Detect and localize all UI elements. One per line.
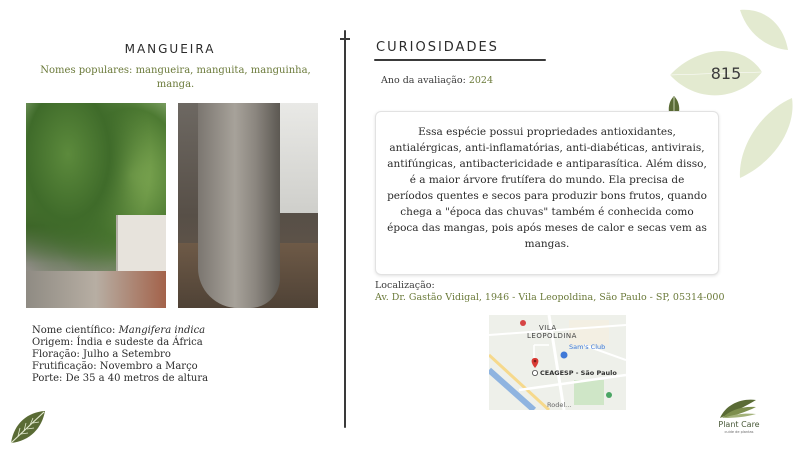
trunk [198,103,280,308]
map-store: Sam's Club [569,343,606,351]
tree-photo [26,103,166,308]
sidewalk [26,271,166,308]
plant-title: MANGUEIRA [124,42,216,56]
year-label: Ano da avaliação: [381,75,469,86]
curiosity-text: Essa espécie possui propriedades antioxidantes, antialérgicas, anti-inflamatórias, anti-diabéticas, antivirais, antifúngicas, antibactericidade e antiparasítica. Além disso, é a maior árvore frutífera do mundo. Ela precisa de períodos quentes e secos para produzir bons frutos, quando chega a "época das chuvas" também é conhecida como época das mangas, pois após meses de calor e secas vem as mangas. [387,126,707,250]
origin: Origem: Índia e sudeste da África [32,337,203,348]
map-district-1: VILA [539,324,557,332]
badge-number: 815 [710,64,742,83]
flowering: Floração: Julho a Setembro [32,349,171,360]
decorative-leaves [668,0,800,180]
map-district-2: LEOPOLDINA [527,332,577,340]
logo-tagline: cuide de plantas [724,430,754,434]
popular-names: Nomes populares: mangueira, manguita, manguinha, manga. [40,65,311,90]
divider-tick [340,38,350,40]
title-underline [374,59,546,61]
column-divider [344,30,346,428]
location-map[interactable] [489,315,626,410]
size: Porte: De 35 a 40 metros de altura [32,373,209,384]
evaluation-year [381,75,493,86]
year-value: 2024 [468,75,494,86]
scientific-name-label: Nome científico: [32,325,119,336]
map-street: Rodel... [547,401,572,409]
fruiting: Frutificação: Novembro a Março [32,361,198,372]
scientific-name [32,325,208,337]
location-address[interactable]: Av. Dr. Gastão Vidigal, 1946 - Vila Leopoldina, São Paulo - SP, 05314-000 [375,292,725,303]
plant-care-logo-icon [716,396,760,420]
logo-name: Plant Care [718,420,760,429]
map-roads [489,315,626,410]
plant-info [32,325,208,385]
wall [274,103,318,213]
curiosidades-title: CURIOSIDADES [376,40,499,55]
location-label: Localização: [375,280,435,291]
leaf-icon [8,408,48,446]
scientific-name-value: Mangifera indica [118,325,206,336]
trunk-photo [178,103,318,308]
map-place: CEAGESP - São Paulo [540,369,617,377]
